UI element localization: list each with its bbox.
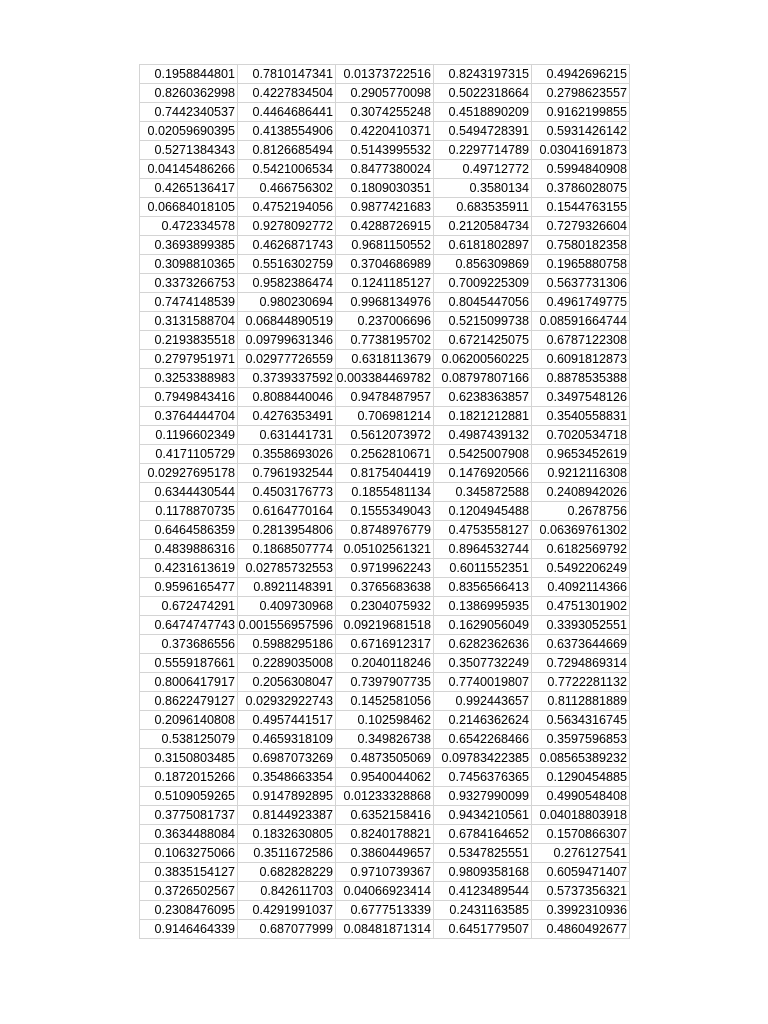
table-cell[interactable]: 0.6721425075: [434, 331, 532, 350]
table-cell[interactable]: 0.3835154127: [140, 863, 238, 882]
table-cell[interactable]: 0.8006417917: [140, 673, 238, 692]
table-cell[interactable]: 0.2056308047: [238, 673, 336, 692]
table-cell[interactable]: 0.003384469782: [336, 369, 434, 388]
table-cell[interactable]: 0.3098810365: [140, 255, 238, 274]
table-row: [140, 407, 630, 426]
table-cell[interactable]: 0.3393052551: [532, 616, 630, 635]
table-cell[interactable]: 0.5109059265: [140, 787, 238, 806]
table-cell[interactable]: 0.02927695178: [140, 464, 238, 483]
table-cell[interactable]: 0.3540558831: [532, 407, 630, 426]
table-cell[interactable]: 0.1196602349: [140, 426, 238, 445]
table-cell[interactable]: 0.5737356321: [532, 882, 630, 901]
table-cell[interactable]: 0.7279326604: [532, 217, 630, 236]
table-cell[interactable]: 0.5931426142: [532, 122, 630, 141]
table-cell[interactable]: 0.4751301902: [532, 597, 630, 616]
table-cell[interactable]: 0.1241185127: [336, 274, 434, 293]
table-cell[interactable]: 0.1555349043: [336, 502, 434, 521]
table-cell[interactable]: 0.2289035008: [238, 654, 336, 673]
table-row: [140, 787, 630, 806]
table-cell[interactable]: 0.5425007908: [434, 445, 532, 464]
table-cell[interactable]: 0.2798623557: [532, 84, 630, 103]
table-row: [140, 388, 630, 407]
table-cell[interactable]: 0.5143995532: [336, 141, 434, 160]
table-cell[interactable]: 0.8748976779: [336, 521, 434, 540]
table-cell[interactable]: 0.08565389232: [532, 749, 630, 768]
table-cell[interactable]: 0.6318113679: [336, 350, 434, 369]
table-cell[interactable]: 0.06844890519: [238, 312, 336, 331]
table-cell[interactable]: 0.276127541: [532, 844, 630, 863]
table-cell[interactable]: 0.5215099738: [434, 312, 532, 331]
table-cell[interactable]: 0.01373722516: [336, 65, 434, 84]
table-cell[interactable]: 0.349826738: [336, 730, 434, 749]
table-cell[interactable]: 0.02977726559: [238, 350, 336, 369]
table-cell[interactable]: 0.4753558127: [434, 521, 532, 540]
table-row: [140, 217, 630, 236]
table-cell[interactable]: 0.4231613619: [140, 559, 238, 578]
table-cell[interactable]: 0.6787122308: [532, 331, 630, 350]
data-table: [139, 64, 630, 939]
table-cell[interactable]: 0.06369761302: [532, 521, 630, 540]
table-cell[interactable]: 0.5637731306: [532, 274, 630, 293]
table-cell[interactable]: 0.466756302: [238, 179, 336, 198]
table-row: [140, 578, 630, 597]
table-cell[interactable]: 0.02059690395: [140, 122, 238, 141]
table-cell[interactable]: 0.3580134: [434, 179, 532, 198]
table-cell[interactable]: 0.8112881889: [532, 692, 630, 711]
table-cell[interactable]: 0.2562810671: [336, 445, 434, 464]
table-cell[interactable]: 0.4860492677: [532, 920, 630, 939]
table-cell[interactable]: 0.7740019807: [434, 673, 532, 692]
table-cell[interactable]: 0.3253388983: [140, 369, 238, 388]
table-cell[interactable]: 0.2308476095: [140, 901, 238, 920]
table-cell[interactable]: 0.7020534718: [532, 426, 630, 445]
table-cell[interactable]: 0.3373266753: [140, 274, 238, 293]
table-cell[interactable]: 0.5988295186: [238, 635, 336, 654]
table-cell[interactable]: 0.4276353491: [238, 407, 336, 426]
table-cell[interactable]: 0.992443657: [434, 692, 532, 711]
table-cell[interactable]: 0.6059471407: [532, 863, 630, 882]
table-cell[interactable]: 0.1452581056: [336, 692, 434, 711]
table-cell[interactable]: 0.8144923387: [238, 806, 336, 825]
table-cell[interactable]: 0.4752194056: [238, 198, 336, 217]
table-cell[interactable]: 0.001556957596: [238, 616, 336, 635]
table-cell[interactable]: 0.6282362636: [434, 635, 532, 654]
table-cell[interactable]: 0.2408942026: [532, 483, 630, 502]
table-row: [140, 521, 630, 540]
table-cell[interactable]: 0.7474148539: [140, 293, 238, 312]
table-cell[interactable]: 0.4171105729: [140, 445, 238, 464]
table-cell[interactable]: 0.472334578: [140, 217, 238, 236]
table-row: [140, 350, 630, 369]
table-cell[interactable]: 0.3704686989: [336, 255, 434, 274]
table-row: [140, 540, 630, 559]
table-cell[interactable]: 0.04018803918: [532, 806, 630, 825]
table-row: [140, 920, 630, 939]
table-cell[interactable]: 0.8921148391: [238, 578, 336, 597]
table-cell[interactable]: 0.7961932544: [238, 464, 336, 483]
table-cell[interactable]: 0.1809030351: [336, 179, 434, 198]
table-row: [140, 749, 630, 768]
table-cell[interactable]: 0.1386995935: [434, 597, 532, 616]
table-cell[interactable]: 0.9582386474: [238, 274, 336, 293]
table-cell[interactable]: 0.8240178821: [336, 825, 434, 844]
table-row: [140, 768, 630, 787]
table-row: [140, 103, 630, 122]
table-cell[interactable]: 0.9327990099: [434, 787, 532, 806]
table-cell[interactable]: 0.102598462: [336, 711, 434, 730]
table-row: [140, 426, 630, 445]
table-row: [140, 331, 630, 350]
table-cell[interactable]: 0.9540044062: [336, 768, 434, 787]
table-cell[interactable]: 0.5271384343: [140, 141, 238, 160]
table-cell[interactable]: 0.9719962243: [336, 559, 434, 578]
table-cell[interactable]: 0.4138554906: [238, 122, 336, 141]
table-cell[interactable]: 0.8356566413: [434, 578, 532, 597]
table-cell[interactable]: 0.3074255248: [336, 103, 434, 122]
table-row: [140, 597, 630, 616]
table-cell[interactable]: 0.3764444704: [140, 407, 238, 426]
table-cell[interactable]: 0.9596165477: [140, 578, 238, 597]
table-cell[interactable]: 0.9162199855: [532, 103, 630, 122]
table-cell[interactable]: 0.04066923414: [336, 882, 434, 901]
table-cell[interactable]: 0.2193835518: [140, 331, 238, 350]
table-cell[interactable]: 0.3786028075: [532, 179, 630, 198]
table-row: [140, 464, 630, 483]
table-cell[interactable]: 0.03041691873: [532, 141, 630, 160]
table-cell[interactable]: 0.9653452619: [532, 445, 630, 464]
table-cell[interactable]: 0.4291991037: [238, 901, 336, 920]
table-cell[interactable]: 0.4123489544: [434, 882, 532, 901]
table-cell[interactable]: 0.05102561321: [336, 540, 434, 559]
table-cell[interactable]: 0.1204945488: [434, 502, 532, 521]
table-cell[interactable]: 0.2431163585: [434, 901, 532, 920]
table-row: [140, 806, 630, 825]
table-cell[interactable]: 0.6181802897: [434, 236, 532, 255]
table-cell[interactable]: 0.3726502567: [140, 882, 238, 901]
table-row: [140, 84, 630, 103]
table-row: [140, 901, 630, 920]
table-cell[interactable]: 0.9968134976: [336, 293, 434, 312]
table-cell[interactable]: 0.4227834504: [238, 84, 336, 103]
table-cell[interactable]: 0.5559187661: [140, 654, 238, 673]
table-cell[interactable]: 0.3860449657: [336, 844, 434, 863]
table-cell[interactable]: 0.7949843416: [140, 388, 238, 407]
table-cell[interactable]: 0.6716912317: [336, 635, 434, 654]
table-cell[interactable]: 0.631441731: [238, 426, 336, 445]
table-row: [140, 274, 630, 293]
table-cell[interactable]: 0.6464586359: [140, 521, 238, 540]
table-cell[interactable]: 0.683535911: [434, 198, 532, 217]
table-row: [140, 825, 630, 844]
table-row: [140, 179, 630, 198]
table-cell[interactable]: 0.9212116308: [532, 464, 630, 483]
table-row: [140, 198, 630, 217]
table-row: [140, 844, 630, 863]
table-cell[interactable]: 0.4518890209: [434, 103, 532, 122]
table-cell[interactable]: 0.9877421683: [336, 198, 434, 217]
table-row: [140, 635, 630, 654]
table-cell[interactable]: 0.1821212881: [434, 407, 532, 426]
table-cell[interactable]: 0.5347825551: [434, 844, 532, 863]
table-cell[interactable]: 0.4464686441: [238, 103, 336, 122]
table-cell[interactable]: 0.4873505069: [336, 749, 434, 768]
table-cell[interactable]: 0.4503176773: [238, 483, 336, 502]
table-cell[interactable]: 0.856309869: [434, 255, 532, 274]
table-cell[interactable]: 0.9681150552: [336, 236, 434, 255]
table-row: [140, 673, 630, 692]
table-cell[interactable]: 0.08481871314: [336, 920, 434, 939]
table-cell[interactable]: 0.3739337592: [238, 369, 336, 388]
table-cell[interactable]: 0.09219681518: [336, 616, 434, 635]
table-row: [140, 692, 630, 711]
table-cell[interactable]: 0.3693899385: [140, 236, 238, 255]
table-cell[interactable]: 0.5492206249: [532, 559, 630, 578]
table-cell[interactable]: 0.7580182358: [532, 236, 630, 255]
table-cell[interactable]: 0.1544763155: [532, 198, 630, 217]
table-cell[interactable]: 0.6238363857: [434, 388, 532, 407]
table-cell[interactable]: 0.6091812873: [532, 350, 630, 369]
table-cell[interactable]: 0.538125079: [140, 730, 238, 749]
table-cell[interactable]: 0.2146362624: [434, 711, 532, 730]
table-cell[interactable]: 0.4659318109: [238, 730, 336, 749]
table-cell[interactable]: 0.6474747743: [140, 616, 238, 635]
table-cell[interactable]: 0.06200560225: [434, 350, 532, 369]
table-row: [140, 882, 630, 901]
table-cell[interactable]: 0.2297714789: [434, 141, 532, 160]
table-cell[interactable]: 0.345872588: [434, 483, 532, 502]
table-cell[interactable]: 0.3558693026: [238, 445, 336, 464]
table-cell[interactable]: 0.3150803485: [140, 749, 238, 768]
table-row: [140, 654, 630, 673]
table-cell[interactable]: 0.7456376365: [434, 768, 532, 787]
table-cell[interactable]: 0.1855481134: [336, 483, 434, 502]
table-cell[interactable]: 0.7722281132: [532, 673, 630, 692]
table-cell[interactable]: 0.4942696215: [532, 65, 630, 84]
table-cell[interactable]: 0.8622479127: [140, 692, 238, 711]
table-row: [140, 141, 630, 160]
table-row: [140, 863, 630, 882]
table-cell[interactable]: 0.3497548126: [532, 388, 630, 407]
table-cell[interactable]: 0.2797951971: [140, 350, 238, 369]
table-cell[interactable]: 0.4288726915: [336, 217, 434, 236]
table-cell[interactable]: 0.7738195702: [336, 331, 434, 350]
table-cell[interactable]: 0.6344430544: [140, 483, 238, 502]
table-cell[interactable]: 0.706981214: [336, 407, 434, 426]
table-cell[interactable]: 0.9146464339: [140, 920, 238, 939]
table-cell[interactable]: 0.09799631346: [238, 331, 336, 350]
table-row: [140, 445, 630, 464]
table-cell[interactable]: 0.5022318664: [434, 84, 532, 103]
table-cell[interactable]: 0.3775081737: [140, 806, 238, 825]
table-cell[interactable]: 0.8964532744: [434, 540, 532, 559]
table-cell[interactable]: 0.6777513339: [336, 901, 434, 920]
table-cell[interactable]: 0.3597596853: [532, 730, 630, 749]
table-cell[interactable]: 0.1832630805: [238, 825, 336, 844]
table-cell[interactable]: 0.5612073972: [336, 426, 434, 445]
table-cell[interactable]: 0.3548663354: [238, 768, 336, 787]
table-cell[interactable]: 0.1570866307: [532, 825, 630, 844]
table-cell[interactable]: 0.2813954806: [238, 521, 336, 540]
table-cell[interactable]: 0.4990548408: [532, 787, 630, 806]
table-cell[interactable]: 0.2120584734: [434, 217, 532, 236]
table-row: [140, 122, 630, 141]
table-cell[interactable]: 0.237006696: [336, 312, 434, 331]
table-cell[interactable]: 0.687077999: [238, 920, 336, 939]
table-cell[interactable]: 0.1965880758: [532, 255, 630, 274]
table-cell[interactable]: 0.980230694: [238, 293, 336, 312]
table-cell[interactable]: 0.2096140808: [140, 711, 238, 730]
table-cell[interactable]: 0.682828229: [238, 863, 336, 882]
table-cell[interactable]: 0.5634316745: [532, 711, 630, 730]
table-cell[interactable]: 0.6451779507: [434, 920, 532, 939]
table-cell[interactable]: 0.8045447056: [434, 293, 532, 312]
table-row: [140, 312, 630, 331]
table-cell[interactable]: 0.6164770164: [238, 502, 336, 521]
table-cell[interactable]: 0.4957441517: [238, 711, 336, 730]
table-cell[interactable]: 0.6352158416: [336, 806, 434, 825]
table-row: [140, 483, 630, 502]
table-row: [140, 160, 630, 179]
table-body: [140, 65, 630, 939]
table-cell[interactable]: 0.672474291: [140, 597, 238, 616]
table-cell[interactable]: 0.3765683638: [336, 578, 434, 597]
table-cell[interactable]: 0.7442340537: [140, 103, 238, 122]
table-cell[interactable]: 0.09783422385: [434, 749, 532, 768]
table-cell[interactable]: 0.7294869314: [532, 654, 630, 673]
table-cell[interactable]: 0.5421006534: [238, 160, 336, 179]
table-cell[interactable]: 0.1629056049: [434, 616, 532, 635]
table-row: [140, 711, 630, 730]
table-cell[interactable]: 0.5994840908: [532, 160, 630, 179]
table-cell[interactable]: 0.4987439132: [434, 426, 532, 445]
table-cell[interactable]: 0.8477380024: [336, 160, 434, 179]
table-cell[interactable]: 0.6542268466: [434, 730, 532, 749]
table-cell[interactable]: 0.4092114366: [532, 578, 630, 597]
table-cell[interactable]: 0.5516302759: [238, 255, 336, 274]
table-cell[interactable]: 0.1178870735: [140, 502, 238, 521]
table-cell[interactable]: 0.7009225309: [434, 274, 532, 293]
table-cell[interactable]: 0.3634488084: [140, 825, 238, 844]
table-cell[interactable]: 0.8088440046: [238, 388, 336, 407]
table-cell[interactable]: 0.9710739367: [336, 863, 434, 882]
table-cell[interactable]: 0.8243197315: [434, 65, 532, 84]
table-cell[interactable]: 0.6182569792: [532, 540, 630, 559]
table-row: [140, 65, 630, 84]
table-cell[interactable]: 0.8878535388: [532, 369, 630, 388]
table-cell[interactable]: 0.02785732553: [238, 559, 336, 578]
table-cell[interactable]: 0.4265136417: [140, 179, 238, 198]
table-row: [140, 236, 630, 255]
table-row: [140, 730, 630, 749]
table-cell[interactable]: 0.7397907735: [336, 673, 434, 692]
table-cell[interactable]: 0.6784164652: [434, 825, 532, 844]
table-cell[interactable]: 0.6011552351: [434, 559, 532, 578]
table-cell[interactable]: 0.1872015266: [140, 768, 238, 787]
table-cell[interactable]: 0.9478487957: [336, 388, 434, 407]
table-cell[interactable]: 0.8175404419: [336, 464, 434, 483]
table-cell[interactable]: 0.8260362998: [140, 84, 238, 103]
table-cell[interactable]: 0.3992310936: [532, 901, 630, 920]
table-cell[interactable]: 0.08797807166: [434, 369, 532, 388]
table-row: [140, 502, 630, 521]
table-cell[interactable]: 0.06684018105: [140, 198, 238, 217]
table-cell[interactable]: 0.6373644669: [532, 635, 630, 654]
table-cell[interactable]: 0.409730968: [238, 597, 336, 616]
table-cell[interactable]: 0.2678756: [532, 502, 630, 521]
table-row: [140, 559, 630, 578]
table-cell[interactable]: 0.5494728391: [434, 122, 532, 141]
table-cell[interactable]: 0.9278092772: [238, 217, 336, 236]
table-cell[interactable]: 0.04145486266: [140, 160, 238, 179]
table-cell[interactable]: 0.842611703: [238, 882, 336, 901]
table-cell[interactable]: 0.4961749775: [532, 293, 630, 312]
table-cell[interactable]: 0.3511672586: [238, 844, 336, 863]
table-cell[interactable]: 0.373686556: [140, 635, 238, 654]
table-cell[interactable]: 0.1476920566: [434, 464, 532, 483]
table-cell[interactable]: 0.4626871743: [238, 236, 336, 255]
table-cell[interactable]: 0.9147892895: [238, 787, 336, 806]
table-cell[interactable]: 0.08591664744: [532, 312, 630, 331]
table-row: [140, 293, 630, 312]
table-cell[interactable]: 0.1958844801: [140, 65, 238, 84]
table-cell[interactable]: 0.2304075932: [336, 597, 434, 616]
table-cell[interactable]: 0.2905770098: [336, 84, 434, 103]
table-cell[interactable]: 0.1868507774: [238, 540, 336, 559]
table-row: [140, 616, 630, 635]
table-cell[interactable]: 0.4839886316: [140, 540, 238, 559]
table-cell[interactable]: 0.3131588704: [140, 312, 238, 331]
table-row: [140, 255, 630, 274]
table-cell[interactable]: 0.01233328868: [336, 787, 434, 806]
table-cell[interactable]: 0.8126685494: [238, 141, 336, 160]
table-cell[interactable]: 0.4220410371: [336, 122, 434, 141]
table-cell[interactable]: 0.1290454885: [532, 768, 630, 787]
table-cell[interactable]: 0.9434210561: [434, 806, 532, 825]
table-cell[interactable]: 0.49712772: [434, 160, 532, 179]
table-cell[interactable]: 0.2040118246: [336, 654, 434, 673]
table-cell[interactable]: 0.7810147341: [238, 65, 336, 84]
table-row: [140, 369, 630, 388]
table-cell[interactable]: 0.02932922743: [238, 692, 336, 711]
table-cell[interactable]: 0.3507732249: [434, 654, 532, 673]
table-cell[interactable]: 0.9809358168: [434, 863, 532, 882]
table-cell[interactable]: 0.6987073269: [238, 749, 336, 768]
table-cell[interactable]: 0.1063275066: [140, 844, 238, 863]
